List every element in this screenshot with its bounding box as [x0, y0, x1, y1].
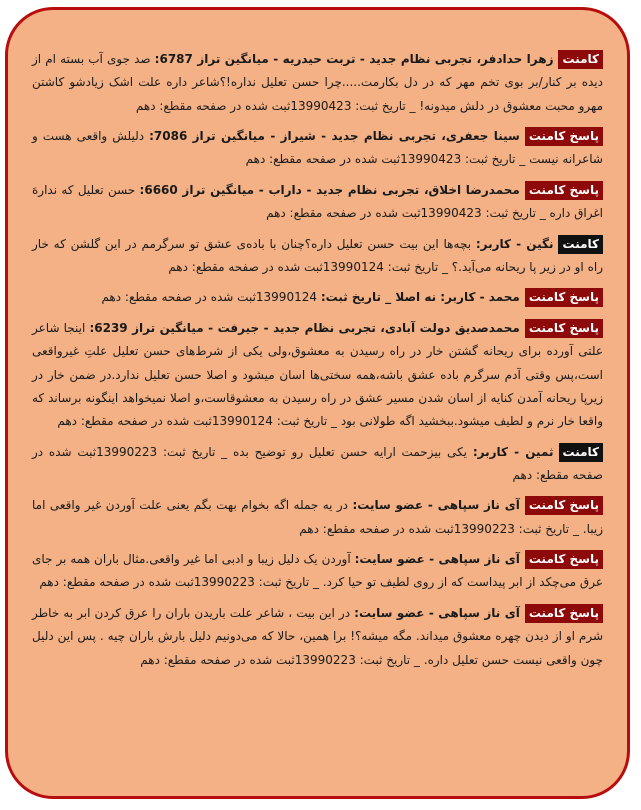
comment-badge: کامنت	[559, 443, 604, 462]
reply-badge: پاسخ کامنت	[525, 319, 603, 338]
reply-entry	[32, 494, 603, 541]
reply-text: 13990124ثبت شده در صفحه مقطع: دهم	[101, 290, 321, 305]
reply-badge: پاسخ کامنت	[525, 604, 603, 623]
reply-entry	[32, 317, 603, 433]
reply-text: در این بیت ، شاعر علت باریدن باران را عرق کردن ابر به خاطر شرم او از دیدن چهره معشوق میداند. مگه میشه؟! برا همین، حالا که می‌دونیم دلیل بارش باران چیه . پس این دلیل چون واقعی نیست حسن تعلیل داره. _ تاریخ ثبت: 13990223ثبت شده در صفحه مقطع: دهم	[32, 605, 603, 667]
reply-author: محمدصدیق دولت آبادی، تجربی نظام جدید - جیرفت - میانگین تراز 6239:	[89, 320, 520, 335]
reply-entry	[32, 125, 603, 172]
reply-author: آی ناز سپاهی - عضو سایت:	[354, 605, 520, 620]
comment-author: نگین - کاربر:	[475, 236, 554, 251]
comment-entry	[32, 441, 603, 488]
reply-badge: پاسخ کامنت	[525, 550, 603, 569]
comment-entry	[32, 48, 603, 118]
reply-text: اینجا شاعر علتی آورده برای ریحانه گشتن خار در راه رسیدن به معشوق،ولی یکی از شرط‌های حسن تعلیل علتِ غیرواقعی است،پس وقتی آدم سرگرم باده عشق باشه،همه سختی‌ها اسان میشود و اصلا حسن تعلیل ندارد.در ضمن خار در زیرپا ریحانه آمدن کنایه از اسان شدن مسیر عشق در راه رسیدن به معشوقاست،و اصلا نمیخواهد اینگونه برساند که واقعا خار نرم و لطیف میشود.ببخشید اگه طولانی بود _ تاریخ ثبت: 13990124ثبت شده در صفحه مقطع: دهم	[32, 320, 603, 429]
reply-author: آی ناز سپاهی - عضو سایت:	[354, 552, 520, 567]
comments-panel	[5, 7, 630, 799]
reply-text: آوردن یک دلیل زیبا و ادبی اما غیر واقعی.مثال باران همه بر جای عرق می‌چکد از ابر پیداست که از روی لطیف تو حیا کرد. _ تاریخ ثبت: 13990223ثبت شده در صفحه مقطع: دهم	[32, 552, 603, 590]
comment-author: زهرا حدادفر، تجربی نظام جدید - تربت حیدریه - میانگین تراز 6787:	[154, 52, 554, 66]
reply-text: در یه جمله اگه بخوام بهت بگم یعنی علت آوردن غیر واقعی اما زیبا. _ تاریخ ثبت: 13990223ثبت شده در صفحه مقطع: دهم	[32, 498, 603, 536]
reply-entry	[32, 179, 603, 226]
comment-text: صد جوی آب بسته ام از دیده بر کنار/بر بوی تخم مهر که در دل بکارمت.....چرا حسن تعلیل نداره!؟شاعر داره علت اشک زیادشو کاشتن مهرو محبت معشوق در دلش میدونه! _ تاریخ ثبت: 13990423ثبت شده در صفحه مقطع: دهم	[32, 52, 603, 113]
reply-author: آی ناز سپاهی - عضو سایت:	[352, 498, 520, 513]
reply-badge: پاسخ کامنت	[525, 288, 603, 307]
reply-text: دلیلش واقعی هست و شاعرانه نیست _ تاریخ ثبت: 13990423ثبت شده در صفحه مقطع: دهم	[32, 129, 603, 167]
comment-text: یکی بیزحمت ارایه حسن تعلیل رو توضیح بده _ تاریخ ثبت: 13990223ثبت شده در صفحه مقطع: دهم	[32, 444, 603, 482]
comment-badge: کامنت	[558, 50, 603, 69]
reply-author: محمد - کاربر: نه اصلا _ تاریخ ثبت:	[320, 290, 520, 305]
reply-entry	[32, 602, 603, 672]
reply-author: محمدرضا اخلاق، تجربی نظام جدید - داراب - میانگین تراز 6660:	[139, 182, 520, 197]
reply-badge: پاسخ کامنت	[525, 181, 603, 200]
comment-badge: کامنت	[558, 235, 603, 254]
comment-entry	[32, 233, 603, 280]
reply-text: حسن تعلیل که ندارهَ اغراق داره _ تاریخ ثبت: 13990423ثبت شده در صفحه مقطع: دهم	[32, 182, 603, 221]
reply-entry	[32, 548, 603, 595]
comment-author: ثمین - کاربر:	[472, 444, 554, 459]
comment-text: بچه‌ها این بیت حسن تعلیل داره؟چنان با باده‌ی عشق تو سرگرمم در این گلشن که خار راه او در زیر پا ریحانه می‌آید.؟ _ تاریخ ثبت: 13990124ثبت شده در صفحه مقطع: دهم	[32, 236, 603, 274]
reply-badge: پاسخ کامنت	[525, 496, 603, 515]
reply-entry	[32, 286, 603, 309]
reply-author: سینا جعفری، تجربی نظام جدید - شیراز - میانگین تراز 7086:	[149, 129, 520, 144]
reply-badge: پاسخ کامنت	[525, 127, 603, 146]
